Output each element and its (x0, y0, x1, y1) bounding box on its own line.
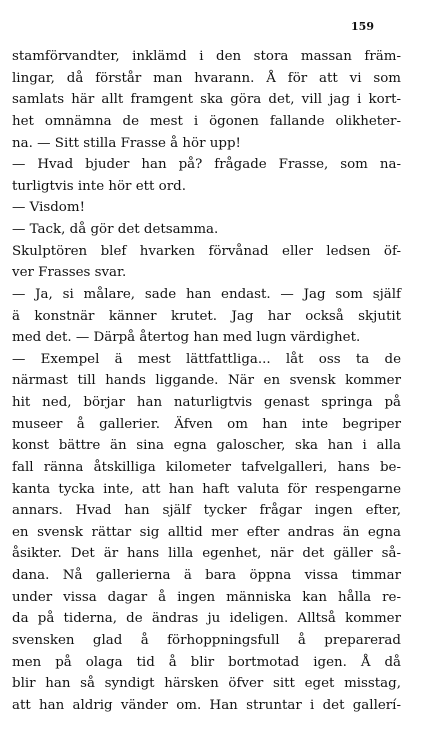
text-line: — Hvad bjuder han på? frågade Frasse, som na- (12, 157, 401, 173)
text-line: stamförvandter, inklämd i den stora massan främ- (12, 49, 401, 64)
text-line: Skulptören blef hvarken förvånad eller ledsen öf- (12, 243, 401, 259)
text-line: turligtvis inte hör ett ord. (12, 178, 186, 194)
text-line: na. — Sitt stilla Frasse å hör upp! (12, 135, 241, 151)
text-line: hit ned, börjar han naturligtvis genast springa på (12, 395, 401, 410)
text-line: närmast till hands liggande. När en svensk kommer (12, 373, 401, 389)
text-line: fall ränna åtskilliga kilometer tafvelgalleri, hans be- (12, 459, 401, 475)
text-line: under vissa dagar å ingen människa kan hålla re- (12, 589, 401, 605)
page-number: 159 (351, 20, 374, 33)
text-line: en svensk rättar sig alltid mer efter andras än egna (12, 524, 401, 540)
text-line: annars. Hvad han själf tycker frågar ingen efter, (12, 503, 401, 519)
text-line: blir han så syndigt härsken öfver sitt eget misstag, (12, 676, 401, 692)
text-line: — Tack, då gör det detsamma. (12, 222, 219, 237)
text-line: da på tiderna, de ändras ju ideligen. Alltså kommer (12, 611, 401, 627)
text-line: het omnämna de mest i ögonen fallande olikheter- (12, 113, 401, 129)
text-line: — Exempel ä mest lättfattliga... låt oss ta de (12, 351, 401, 367)
text-line: konst bättre än sina egna galoscher, ska han i alla (12, 438, 401, 454)
text-line: med det. — Därpå återtog han med lugn värdighet. (12, 330, 361, 346)
text-line: museer å gallerier. Äfven om han inte begriper (12, 416, 401, 432)
text-line: lingar, då förstår man hvarann. Å för att vi som (12, 70, 401, 86)
text-line: men på olaga tid å blir bortmotad igen. Å då (12, 654, 401, 670)
text-line: — Ja, si målare, sade han endast. — Jag som själf (12, 286, 401, 302)
text-line: — Visdom! (12, 200, 85, 216)
text-line: ver Frasses svar. (12, 265, 127, 281)
body-text (12, 46, 401, 716)
text-line: samlats här allt framgent ska göra det, vill jag i kort- (12, 92, 401, 108)
text-line: ä konstnär känner krutet. Jag har också skjutit (12, 308, 401, 324)
text-line: kanta tycka inte, att han haft valuta för respengarne (12, 481, 401, 497)
text-line: att han aldrig vänder om. Han struntar i det gallerí- (12, 697, 401, 713)
text-line: åsikter. Det är hans lilla egenhet, när det gäller så- (12, 546, 401, 562)
text-line: dana. Nå gallerierna ä bara öppna vissa timmar (12, 568, 401, 583)
text-line: svensken glad å förhoppningsfull å preparerad (12, 632, 401, 648)
